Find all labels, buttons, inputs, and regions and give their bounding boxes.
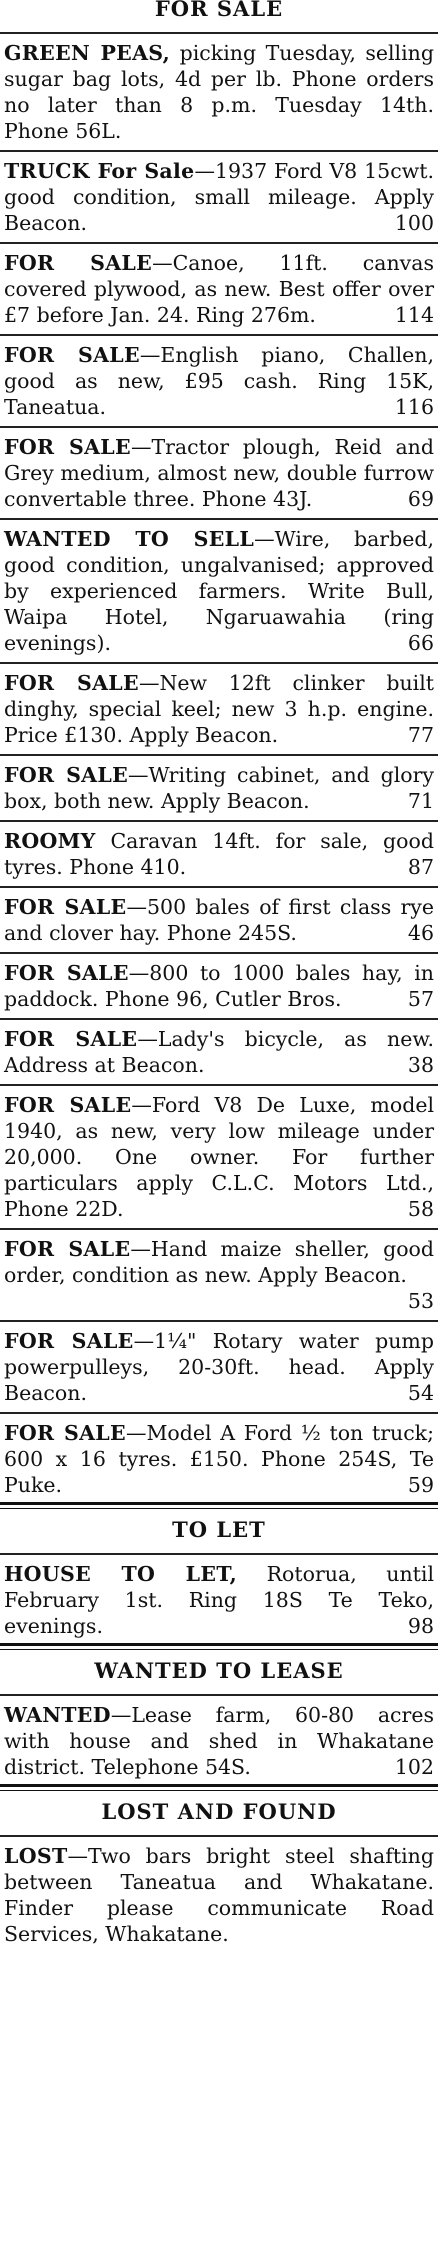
ad-lead: FOR SALE <box>4 1237 131 1261</box>
ad-text: —New 12ft clinker built dinghy, special keel; new 3 h.p. engine. Price £130. Apply Beacon. <box>4 671 435 747</box>
ad-text: —Lease farm, 60-80 acres with house and shed in Whakatane district. Telephone 54S. <box>4 1703 434 1779</box>
divider <box>0 1835 438 1837</box>
ad-lead: HOUSE TO LET, <box>4 1562 238 1586</box>
divider <box>0 820 438 822</box>
ad-text: —500 bales of first class rye and clover hay. Phone 245S. <box>4 895 434 945</box>
divider <box>0 886 438 888</box>
divider <box>0 1320 438 1322</box>
ad-number: 58 <box>407 1197 434 1221</box>
ad-number: 77 <box>407 723 434 747</box>
ad-text: —800 to 1000 bales hay, in paddock. Phone 96, Cutler Bros. <box>4 961 434 1011</box>
ad-lead: FOR SALE <box>4 1421 126 1445</box>
ad-lead: FOR SALE <box>4 343 140 367</box>
ad-number: 53 <box>407 1289 434 1313</box>
divider <box>0 1784 438 1791</box>
ad-number: 116 <box>394 395 434 419</box>
classified-ad <box>0 1702 438 1780</box>
section-heading-wanted-to-lease: WANTED TO LEASE <box>94 1658 344 1683</box>
classified-ad <box>0 828 438 880</box>
ad-lead: WANTED TO SELL <box>4 527 255 551</box>
classified-ad <box>0 1026 438 1078</box>
section-heading-lost-and-found: LOST AND FOUND <box>101 1799 337 1824</box>
ad-lead: TRUCK For Sale <box>4 159 195 183</box>
divider <box>0 1084 438 1086</box>
ad-text: Rotorua, until February 1st. Ring 18S Te Teko, evenings. <box>4 1562 435 1638</box>
ad-lead: FOR SALE <box>4 435 131 459</box>
divider <box>0 32 438 34</box>
classified-ad <box>0 342 438 420</box>
classified-ad <box>0 960 438 1012</box>
ad-lead: FOR SALE <box>4 1027 138 1051</box>
divider <box>0 1502 438 1509</box>
ad-lead: FOR SALE <box>4 251 153 275</box>
divider <box>0 334 438 336</box>
ad-number: 100 <box>394 211 434 235</box>
ad-text: —Tractor plough, Reid and Grey medium, almost new, double furrow convertable three. Phone 43J. <box>4 435 434 511</box>
classified-ad <box>0 1236 438 1314</box>
ad-text: —Two bars bright steel shafting between Taneatua and Whakatane. Finder please communicate Road Services, Whakatane. <box>4 1844 434 1946</box>
divider <box>0 1018 438 1020</box>
divider <box>0 426 438 428</box>
divider <box>0 1694 438 1696</box>
classified-ad <box>0 894 438 946</box>
classified-ad <box>0 762 438 814</box>
divider <box>0 1553 438 1555</box>
ad-lead: FOR SALE <box>4 895 127 919</box>
classified-ad <box>0 1561 438 1639</box>
ad-text: —Ford V8 De Luxe, model 1940, as new, very low mileage under 20,000. One owner. For further particulars apply C.L.C. Motors Ltd., Phone 22D. <box>4 1093 435 1221</box>
classified-ad <box>0 434 438 512</box>
ad-lead: FOR SALE <box>4 1329 134 1353</box>
classified-ad <box>0 1420 438 1498</box>
ad-number: 114 <box>394 303 434 327</box>
ad-lead: GREEN PEAS, <box>4 41 171 65</box>
ad-lead: FOR SALE <box>4 763 129 787</box>
ad-number: 102 <box>394 1755 434 1779</box>
ad-number: 38 <box>407 1053 434 1077</box>
classified-ad <box>0 1843 438 1947</box>
classified-ad <box>0 670 438 748</box>
ad-number: 69 <box>407 487 434 511</box>
ad-lead: WANTED <box>4 1703 111 1727</box>
ad-number: 66 <box>407 631 434 655</box>
ad-text: picking Tuesday, selling sugar bag lots, 4d per lb. Phone orders no later than 8 p.m. Tuesday 14th. Phone 56L. <box>4 41 434 143</box>
divider <box>0 242 438 244</box>
ad-number: 59 <box>407 1473 434 1497</box>
divider <box>0 150 438 152</box>
ad-number: 54 <box>407 1381 434 1405</box>
classified-ad <box>0 526 438 656</box>
section-heading-for-sale: FOR SALE <box>154 0 284 21</box>
classified-ad <box>0 40 438 144</box>
ad-text: —Writing cabinet, and glory box, both new. Apply Beacon. <box>4 763 434 813</box>
ad-text: —Lady's bicycle, as new. Address at Beacon. <box>4 1027 434 1077</box>
divider <box>0 518 438 520</box>
ad-text: —Hand maize sheller, good order, condition as new. Apply Beacon. <box>4 1237 435 1287</box>
ad-lead: FOR SALE <box>4 671 139 695</box>
ad-number: 57 <box>407 987 434 1011</box>
divider <box>0 952 438 954</box>
section-heading-to-let: TO LET <box>172 1517 266 1542</box>
classified-ad <box>0 1328 438 1406</box>
ad-text: —Model A Ford ½ ton truck; 600 x 16 tyres. £150. Phone 254S, Te Puke. <box>4 1421 435 1497</box>
divider <box>0 1412 438 1414</box>
ad-number: 87 <box>407 855 434 879</box>
ad-text: —Wire, barbed, good condition, ungalvanised; approved by experienced farmers. Write Bull, Waipa Hotel, Ngaruawahia (ring evenings). <box>4 527 434 655</box>
ad-lead: FOR SALE <box>4 961 129 985</box>
classified-ad <box>0 250 438 328</box>
ad-number: 46 <box>407 921 434 945</box>
divider <box>0 1228 438 1230</box>
classified-ad <box>0 158 438 236</box>
divider <box>0 1643 438 1650</box>
classified-ad <box>0 1092 438 1222</box>
for-sale-list <box>0 40 438 1498</box>
wanted-to-lease-list <box>0 1702 438 1780</box>
lost-and-found-list <box>0 1843 438 1947</box>
divider <box>0 662 438 664</box>
ad-number: 98 <box>407 1614 434 1638</box>
ad-text: —1¼" Rotary water pump powerpulleys, 20-30ft. head. Apply Beacon. <box>4 1329 434 1405</box>
ad-lead: FOR SALE <box>4 1093 132 1117</box>
to-let-list <box>0 1561 438 1639</box>
divider <box>0 754 438 756</box>
ad-lead: LOST <box>4 1844 68 1868</box>
ad-number: 71 <box>407 789 434 813</box>
ad-text: —1937 Ford V8 15cwt. good condition, small mileage. Apply Beacon. <box>4 159 434 235</box>
ad-text: —Canoe, 11ft. canvas covered plywood, as new. Best offer over £7 before Jan. 24. Ring 276m. <box>4 251 434 327</box>
ad-text: —English piano, Challen, good as new, £95 cash. Ring 15K, Taneatua. <box>4 343 434 419</box>
ad-lead: ROOMY <box>4 829 96 853</box>
ad-text: Caravan 14ft. for sale, good tyres. Phone 410. <box>4 829 434 879</box>
